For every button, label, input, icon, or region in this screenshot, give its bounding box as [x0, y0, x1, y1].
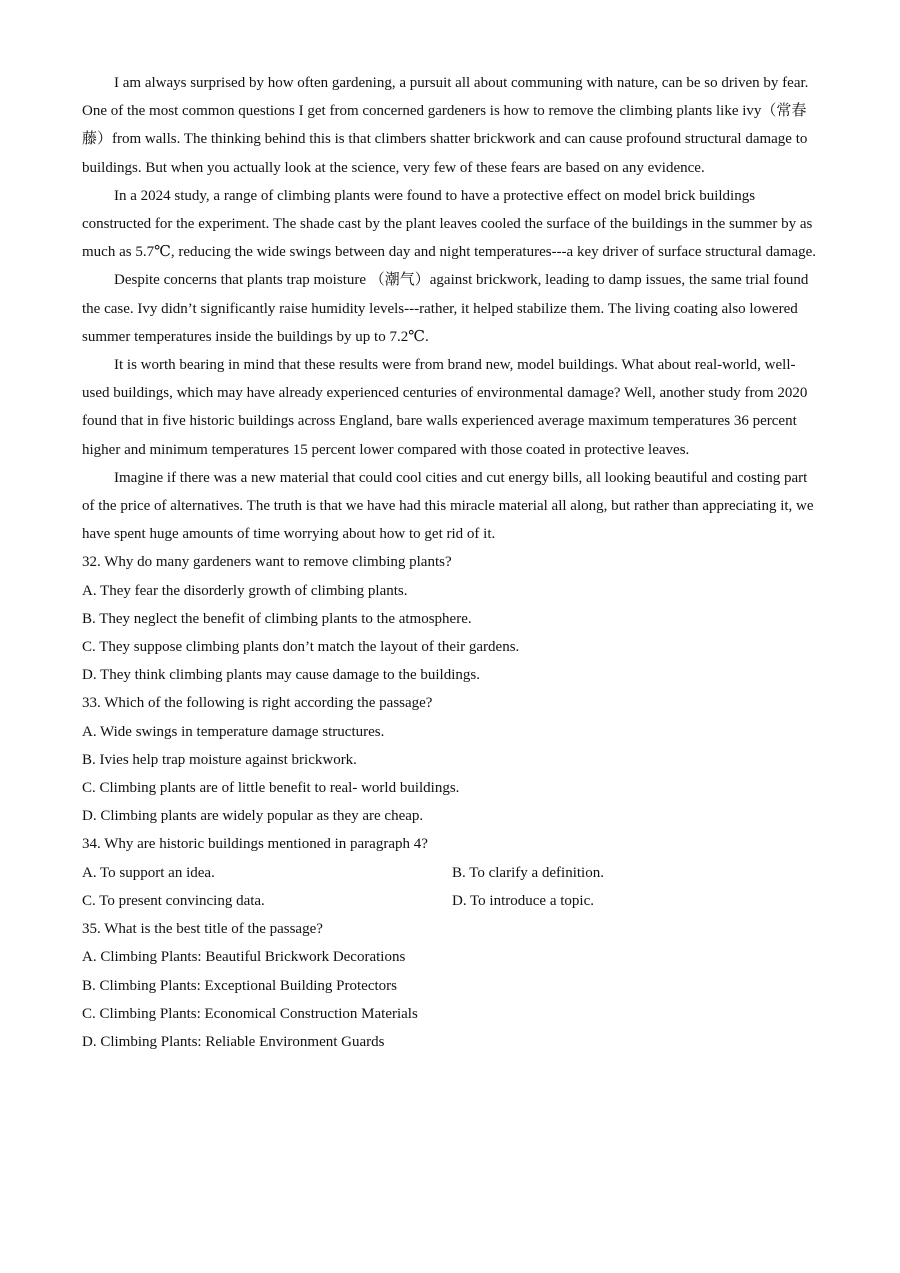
passage-paragraph-2: In a 2024 study, a range of climbing plants were found to have a protective effect on model brick buildings constructed for the experiment. The shade cast by the plant leaves cooled the surface of the buildings in the summer by as much as 5.7℃, reducing the wide swings between day and night temperatures---a key driver of surface structural damage. — [82, 187, 817, 261]
option-c: C. Climbing plants are of little benefit to real- world buildings. — [82, 780, 460, 797]
question-stem: 34. Why are historic buildings mentioned in paragraph 4? — [82, 836, 428, 853]
option-d: D. To introduce a topic. — [452, 892, 594, 909]
option-b: B. Climbing Plants: Exceptional Building Protectors — [82, 977, 397, 994]
question-33 — [82, 689, 822, 830]
passage-paragraph-4: It is worth bearing in mind that these results were from brand new, model buildings. What about real-world, well-used buildings, which may have already experienced centuries of environmental damage? Well, another study from 2020 found that in five historic buildings across England, bare walls experienced average maximum temperatures 36 percent higher and minimum temperatures 15 percent lower compared with those coated in protective leaves. — [82, 357, 808, 458]
option-row-1 — [82, 859, 822, 887]
question-35 — [82, 915, 822, 1056]
question-32 — [82, 548, 822, 689]
option-d: D. Climbing Plants: Reliable Environment Guards — [82, 1033, 385, 1050]
option-a: A. Climbing Plants: Beautiful Brickwork Decorations — [82, 949, 406, 966]
option-a: A. They fear the disorderly growth of climbing plants. — [82, 582, 408, 599]
option-b: B. They neglect the benefit of climbing plants to the atmosphere. — [82, 610, 472, 627]
option-d: D. Climbing plants are widely popular as they are cheap. — [82, 808, 424, 825]
option-b: B. Ivies help trap moisture against brickwork. — [82, 751, 357, 768]
question-stem: 33. Which of the following is right according the passage? — [82, 695, 433, 712]
option-c: C. To present convincing data. — [82, 892, 265, 909]
option-row-2 — [82, 887, 822, 915]
option-c: C. Climbing Plants: Economical Construction Materials — [82, 1005, 418, 1022]
option-c: C. They suppose climbing plants don’t match the layout of their gardens. — [82, 639, 520, 656]
document-page — [82, 69, 822, 1056]
option-a: A. To support an idea. — [82, 864, 215, 881]
question-stem: 32. Why do many gardeners want to remove climbing plants? — [82, 554, 452, 571]
passage-paragraph-1: I am always surprised by how often gardening, a pursuit all about communing with nature, can be so driven by fear. One of the most common questions I get from concerned gardeners is how to remove the climbing plants like ivy（常春藤）from walls. The thinking behind this is that climbers shatter brickwork and can cause profound structural damage to buildings. But when you actually look at the science, very few of these fears are based on any evidence. — [82, 75, 809, 176]
option-a: A. Wide swings in temperature damage structures. — [82, 723, 385, 740]
question-stem: 35. What is the best title of the passage? — [82, 921, 323, 938]
passage-paragraph-3: Despite concerns that plants trap moisture （潮气）against brickwork, leading to damp issues, the same trial found the case. Ivy didn’t significantly raise humidity levels---rather, it helped stabilize them. The living coating also lowered summer temperatures inside the buildings by up to 7.2℃. — [82, 272, 809, 345]
option-d: D. They think climbing plants may cause damage to the buildings. — [82, 667, 480, 684]
option-b: B. To clarify a definition. — [452, 864, 604, 881]
passage-paragraph-5: Imagine if there was a new material that could cool cities and cut energy bills, all looking beautiful and costing part of the price of alternatives. The truth is that we have had this miracle material all along, but rather than appreciating it, we have spent huge amounts of time worrying about how to get rid of it. — [82, 469, 814, 543]
question-34 — [82, 830, 822, 915]
